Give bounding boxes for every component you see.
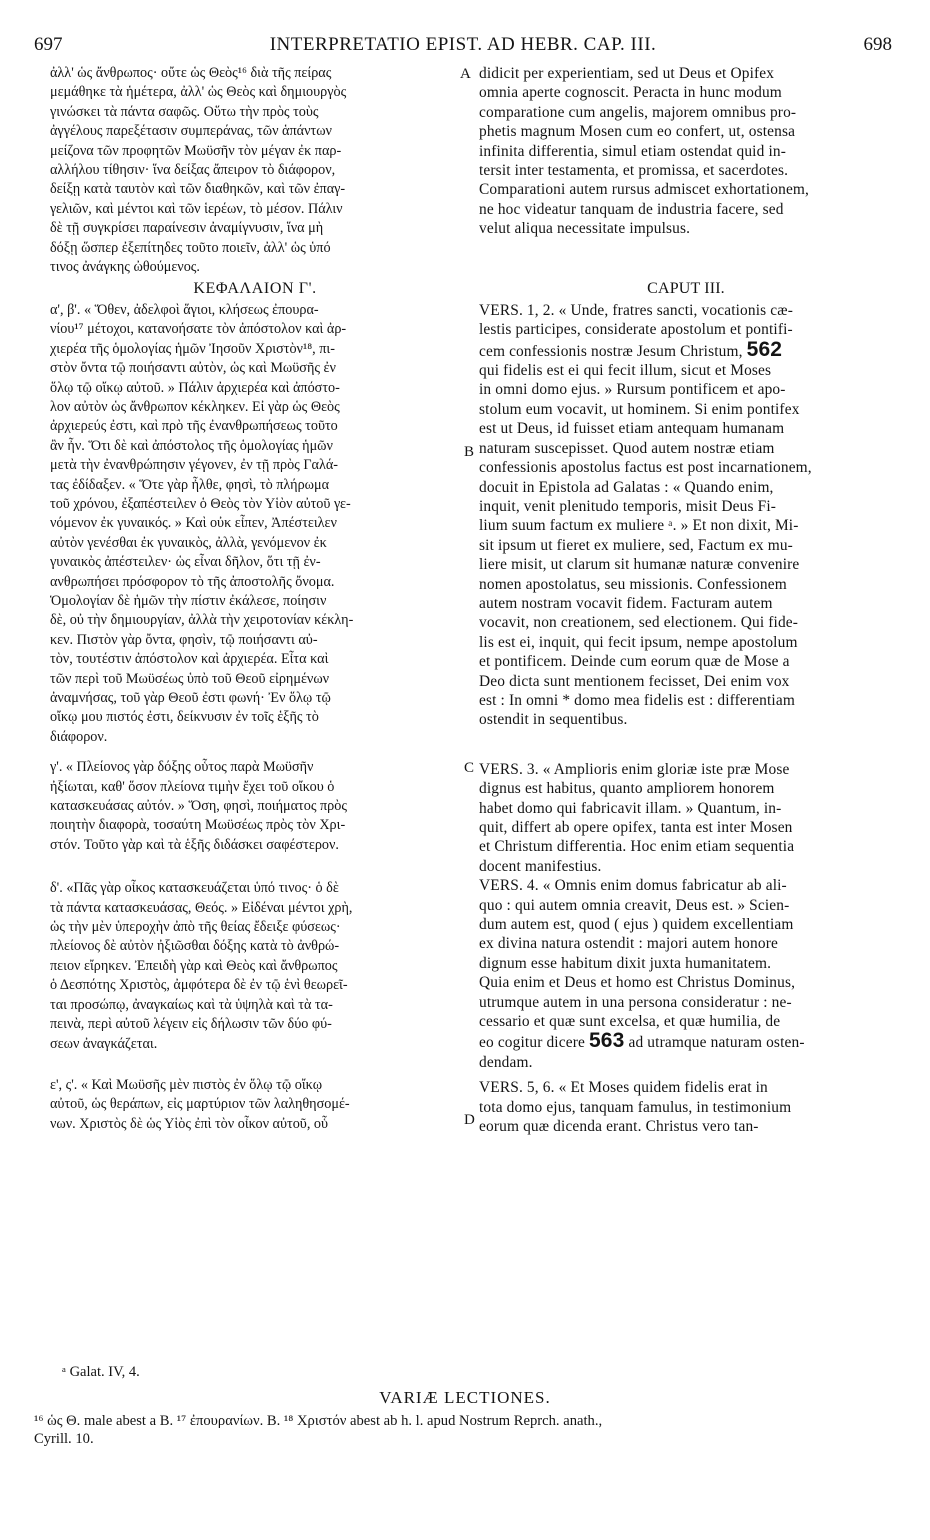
text-line: nomen apostolatus, seu missionis. Confessionem [479,575,787,593]
greek-verses-1-2 [50,301,460,747]
text-line: Ὁμολογίαν δὲ ἡμῶν τὴν πίστιν ἐκάλεσε, ποίησιν [50,592,327,609]
text-line: tersit inter testamenta, et promissa, et sacerdotes. [479,162,789,180]
text-line: VERS. 1, 2. « Unde, fratres sancti, vocationis cæ- [479,301,793,319]
text-line: πειον εἴρηκεν. Ἐπειδὴ γὰρ καὶ Θεὸς καὶ ἄνθρωπος [50,957,338,974]
text-line: eorum quæ dicenda erant. Christus vero tan- [479,1118,759,1136]
text-line: χιερέα τῆς ὁμολογίας ἡμῶν Ἰησοῦν Χριστὸν¹⁸, πι- [50,340,335,357]
text-line: τας ἐδίδαξεν. « Ὅτε γὰρ ἦλθε, φησὶ, τὸ πλήρωμα [50,476,330,493]
text-line: infinita differentia, simul etiam ostendat quid in- [479,142,786,160]
latin-chapter-title: CAPUT III. [647,280,725,298]
text-line: utrumque autem in una persona consideratur : ne- [479,993,792,1011]
latin-verses-5-6 [479,1078,893,1136]
text-line: sit ipsum ut fieret ex muliere, sed, Factum ex mu- [479,536,793,554]
text-line: πλείονος δὲ αὐτὸν ἠξιῶσθαι δόξης κατὰ τὸ ἀνθρώ- [50,938,340,955]
text-line: docuit in Epistola ad Galatas : « Quando enim, [479,478,774,496]
text-line: κεν. Πιστὸν γὰρ ὄντα, φησὶν, τῷ ποιήσαντι αὐ- [50,631,318,648]
text-line: σεων ἀναγκάζεται. [50,1035,158,1052]
variae-lectiones-title: VARIÆ LECTIONES. [379,1388,551,1407]
variae-lectiones-notes [34,1412,894,1448]
running-title: INTERPRETATIO EPIST. AD HEBR. CAP. III. [269,34,657,55]
text-line: didicit per experientiam, sed ut Deus et Opifex [479,65,775,82]
greek-verses-5-6 [50,1076,460,1134]
text-line: habet domo qui fabricavit illam. » Quantum, in- [479,799,782,817]
latin-intro [479,64,893,239]
text-line: VERS. 5, 6. « Et Moses quidem fidelis erat in [479,1079,768,1097]
text-line: στὸν ὄντα τῷ ποιήσαντι αὐτὸν, ὡς καὶ Μωϋσῆς ἐν [50,360,336,377]
text-line: δὲ, οὐ τὴν δημιουργίαν, ἀλλὰ τὴν χειροτονίαν κέκλη- [50,612,354,629]
text-line: μετὰ τὴν ἐνανθρώπησιν γέγονεν, ἐν τῇ πρὸς Γαλά- [50,457,339,474]
text-line: quit, differt ab opere opifex, tanta est inter Mosen [479,819,793,837]
text-line: stolum eum vocavit, ut hominem. Si enim pontifex [479,400,800,418]
text-segment: ad utramque naturam osten- [628,1034,805,1052]
text-line: νίου¹⁷ μέτοχοι, κατανοήσατε τὸν ἀπόστολον καὶ ἀρ- [50,321,347,338]
text-line: ἂν ἦν. Ὅτι δὲ καὶ ἀπόστολος τῆς ὁμολογίας ἡμῶν [50,437,333,454]
text-line: vocavit, non creationem, sed electionem. Qui fide- [479,614,799,632]
column-marker-d: D [464,1112,475,1128]
text-line: ἀρχιερεύς ἐστι, καὶ πρὸ τῆς ἐνανθρωπήσεως τοῦτο [50,418,338,435]
greek-verse-4 [50,879,460,1054]
text-line: confessionis apostolus factus est post incarnationem, [479,459,812,477]
text-line: ὅλῳ τῷ οἴκῳ αὐτοῦ. » Πάλιν ἀρχιερέα καὶ ἀπόστο- [50,379,340,396]
text-line: οἴκῳ μου πιστός ἐστι, δείκνυσιν ἐν τοῖς ἑξῆς τὸ [50,709,319,726]
text-line: αλλήλου τίθησιν· ἵνα δείξας ἄπειρον τὸ διάφορον, [50,162,336,179]
text-line: ε', ς'. « Καὶ Μωϋσῆς μὲν πιστὸς ἐν ὅλῳ τῷ οἴκῳ [50,1076,323,1093]
text-line: ¹⁶ ὡς Θ. male abest a B. ¹⁷ ἐπουρανίων. B. ¹⁸ Χριστόν abest ab h. l. apud Nostrum Reprch. anath., [34,1413,603,1429]
text-line: ἠξίωται, καθ' ὅσον πλείονα τιμὴν ἔχει τοῦ οἴκου ὁ [50,778,335,795]
text-line: dendam. [479,1053,533,1071]
text-line: γ'. « Πλείονος γὰρ δόξης οὗτος παρὰ Μωϋσῆν [50,759,314,776]
text-line: lis est ei, inquit, qui fecit ipsum, nempe apostolum [479,633,798,651]
text-line: α', β'. « Ὅθεν, ἀδελφοὶ ἅγιοι, κλήσεως ἐπουρα- [50,301,319,318]
text-line: lium suum factum ex muliere ᵃ. » Et non dixit, Mi- [479,517,799,535]
latin-verse-4 [479,876,893,1072]
text-line: inquit, venit plenitudo temporis, misit Deus Fi- [479,497,777,515]
text-line: ἀναμνήσας, τοῦ γὰρ Θεοῦ ἐστι φωνή· Ἐν ὅλῳ τῷ [50,690,331,706]
text-line: est : In omni * domo mea fidelis est : differentiam [479,691,795,709]
text-line: νων. Χριστὸς δὲ ὡς Υἱὸς ἐπὶ τὸν οἶκον αὐτοῦ, οὗ [50,1115,329,1132]
text-line: ανθρωπήσει πρόσφορον τὸ τῆς ἀποστολῆς ὄνομα. [50,573,335,590]
migne-column-number: 563 [588,1031,625,1053]
text-line: et Christum differentia. Hoc enim etiam sequentia [479,838,795,856]
text-line [479,340,893,361]
text-line: ὁ Δεσπότης Χριστὸς, ἀμφότερα δὲ ἐν τῷ ἑνὶ θεωρεῖ- [50,977,348,994]
text-line: phetis magnum Mosen cum eo confert, ut, ostensa [479,123,796,141]
page-header [34,34,892,58]
text-line: ex divina natura ostendit : majori autem honore [479,935,778,953]
text-line: Deo dicta sunt mentionem fecisset, Dei enim vox [479,672,790,690]
text-line: γυναικὸς ἀπέστειλεν· ὡς εἶναι δῆλον, ὅτι τῇ ἐν- [50,554,321,571]
text-line: τῶν περὶ τοῦ Μωϋσέως ὑπὸ τοῦ Θεοῦ εἰρημένων [50,670,330,687]
latin-column [479,64,893,1137]
text-line: ne hoc videatur tanquam de industria facere, sed [479,200,784,218]
text-line: κατασκευάσας αὐτόν. » Ὅση, φησὶ, ποιήματος πρὸς [50,798,347,815]
latin-verse-3 [479,760,893,876]
text-line: VERS. 4. « Omnis enim domus fabricatur ab ali- [479,877,787,895]
greek-column [50,64,460,1134]
text-line: quo : qui autem omnia creavit, Deus est. » Scien- [479,896,790,914]
text-line: in omni domo ejus. » Rursum pontificem et apo- [479,381,786,399]
page-number-right: 698 [863,34,892,55]
text-line: δείξῃ κατὰ ταυτὸν καὶ τῶν διαθηκῶν, καὶ τῶν ἐπαγ- [50,181,346,198]
text-line: naturam suscepisset. Quod autem nostræ etiam [479,439,775,457]
greek-verse-3 [50,758,460,855]
text-line: δ'. «Πᾶς γὰρ οἶκος κατασκευάζεται ὑπό τινος· ὁ δὲ [50,880,339,897]
page-number-left: 697 [34,34,63,55]
text-line: dignum esse habitum dixit juxta humanitatem. [479,954,772,972]
text-line: cessario et quæ sunt excelsa, et quæ humilia, de [479,1013,781,1031]
greek-intro [50,64,460,277]
text-line: τινος ἀνάγκης ὠθούμενος. [50,259,200,276]
text-line: ται προσώπῳ, ἀναγκαίως καὶ τὰ ὑψηλὰ καὶ τὰ τα- [50,996,333,1013]
text-line: docent manifestius. [479,857,602,875]
text-line: ostendit in sequentibus. [479,711,628,729]
text-line: velut aliqua necessitate impulsus. [479,220,691,238]
text-line: ὡς τὴν μὲν ὑπεροχὴν ἀπὸ τῆς θείας ἔδειξε φύσεως· [50,919,341,936]
text-line: lestis participes, considerate apostolum et pontifi- [479,321,793,339]
migne-column-number: 562 [746,339,783,361]
text-line: μεμάθηκε τὰ ἡμέτερα, ἀλλ' ὡς Θεὸς καὶ δημιουργὸς [50,84,347,101]
text-line: tota domo ejus, tanquam famulus, in testimonium [479,1098,792,1116]
latin-verses-1-2 [479,301,893,730]
text-segment: cem confessionis nostræ Jesum Christum, [479,342,743,360]
text-line: VERS. 3. « Amplioris enim gloriæ iste præ Mose [479,760,790,778]
text-line: ἀλλ' ὡς ἄνθρωπος· οὔτε ὡς Θεὸς¹⁶ διὰ τῆς πείρας [50,65,332,81]
column-marker-c: C [464,760,475,776]
text-line: qui fidelis est ei qui fecit illum, sicut et Moses [479,362,772,380]
text-line: γινώσκει τὰ πάντα σαφῶς. Οὕτω τὴν πρὸς τοὺς [50,103,319,120]
text-line: γελιῶν, καὶ μέντοι καὶ τῶν ἱερέων, τὸ μέσον. Πάλιν [50,200,343,217]
text-line: Cyrill. 10. [34,1431,94,1447]
text-line: autem nostram vocavit fidem. Facturam autem [479,594,773,612]
text-line: Comparationi autem rursus admiscet exhortationem, [479,181,810,199]
text-line: στόν. Τοῦτο γὰρ καὶ τὰ ἑξῆς διδάσκει σαφέστερον. [50,836,339,853]
text-line: πεινὰ, περὶ αὐτοῦ λέγειν εἰς δήλωσιν τῶν δύο φύ- [50,1016,332,1033]
text-line [479,1031,893,1052]
text-line: ἀγγέλους παρεξέτασιν συμπεράνας, τῶν ἁπάντων [50,123,332,140]
text-line: liere misit, ut clarum sit humanæ naturæ convenire [479,556,800,574]
text-line: est ut Deus, id fuisset etiam antequam humanam [479,420,785,438]
text-line: comparatione cum angelis, majorem omnibus pro- [479,103,797,121]
text-line: δὲ τῇ συγκρίσει παραίνεσιν ἀναμίγνυσιν, ἵνα μὴ [50,220,324,237]
column-marker-a: A [460,66,471,82]
text-line: τοῦ χρόνου, ἐξαπέστειλεν ὁ Θεὸς τὸν Υἱὸν αὐτοῦ γε- [50,495,351,512]
text-segment: eo cogitur dicere [479,1034,585,1052]
text-line: δόξῃ ὥσπερ ἐξεπίτηδες τοῦτο ποιεῖν, ἀλλ' ὡς ὑπό [50,239,331,256]
greek-chapter-title: ΚΕΦΑΛΑΙΟΝ Γ'. [193,280,317,298]
footnote: ᵃ Galat. IV, 4. [62,1364,140,1380]
text-line: τὸν, τουτέστιν ἀπόστολον καὶ ἀρχιερέα. Εἶτα καὶ [50,651,329,668]
text-line: αὐτὸν γενέσθαι ἐκ γυναικὸς, ἀλλὰ, γενόμενον ἐκ [50,534,327,551]
text-line: dum autem est, quod ( ejus ) quidem excellentiam [479,916,794,934]
text-line: λον αὐτὸν ὡς ἄνθρωπον κέκληκεν. Εἰ γὰρ ὡς Θεὸς [50,398,340,415]
text-line: Quia enim et Deus et homo est Christus Dominus, [479,974,796,992]
text-line: et pontificem. Deinde cum eorum quæ de Mose a [479,653,790,671]
text-line: ποιητὴν διαφορὰ, τοσαύτη Μωϋσέως πρὸς τὸν Χρι- [50,817,346,834]
text-line: διάφορον. [50,728,108,745]
text-line: dignus est habitus, quanto ampliorem honorem [479,780,775,798]
text-line: τὰ πάντα κατασκευάσας, Θεός. » Εἰδέναι μέντοι χρὴ, [50,899,353,916]
text-line: νόμενον ἐκ γυναικός. » Καὶ οὐκ εἶπεν, Ἀπέστειλεν [50,515,337,532]
text-line: μείζονα τῶν προφητῶν Μωϋσῆν τὸν μέγαν ἐκ παρ- [50,142,342,159]
text-line: αὐτοῦ, ὡς θεράπων, εἰς μαρτύριον τῶν λαληθησομέ- [50,1096,350,1113]
column-marker-b: B [464,444,475,460]
text-line: omnia aperte cognoscit. Peracta in hunc modum [479,84,782,102]
